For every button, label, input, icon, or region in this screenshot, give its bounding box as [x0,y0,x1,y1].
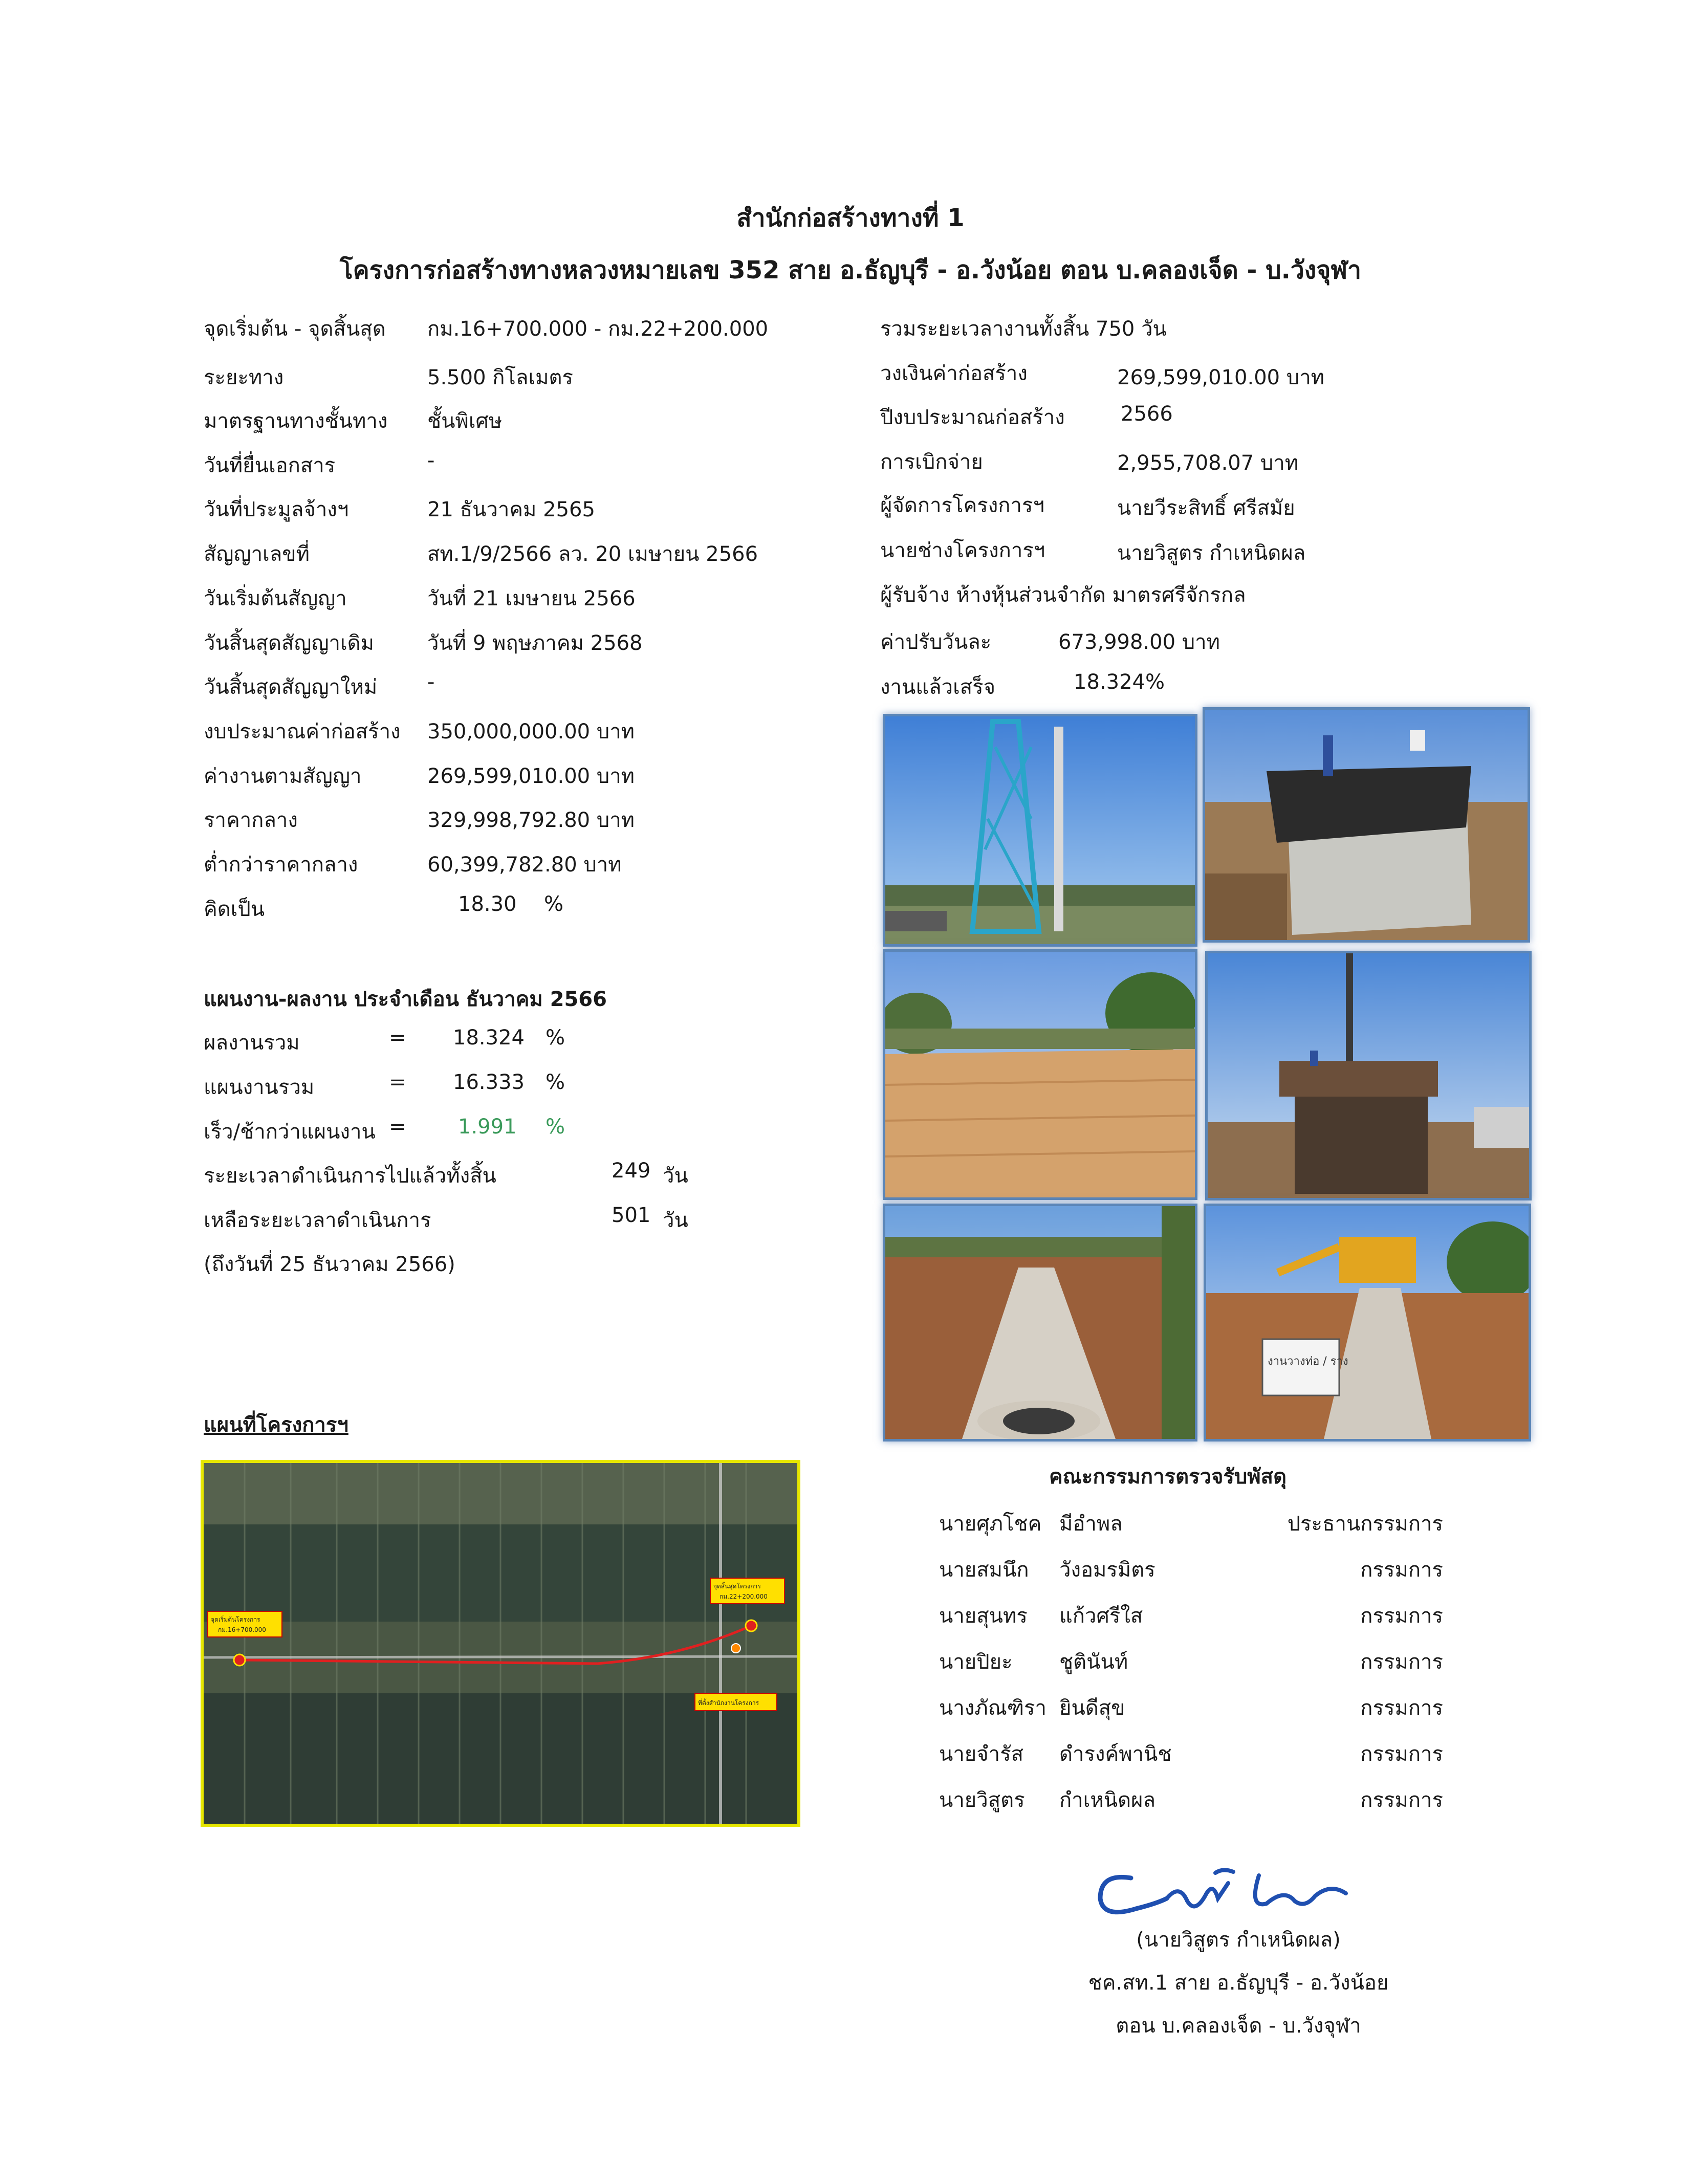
plan-unit: % [546,1071,565,1094]
info-unit: % [544,892,564,916]
info-label: นายช่างโครงการฯ [880,539,1045,562]
info-label: วันที่ประมูลจ้างฯ [204,498,349,521]
info-label: ราคากลาง [204,809,298,832]
plan-value: 18.324 [453,1026,525,1050]
info-value: 21 ธันวาคม 2565 [427,498,595,521]
member-first: นางภัณฑิรา [939,1696,1046,1720]
info-value: สท.1/9/2566 ลว. 20 เมษายน 2566 [427,542,758,566]
info-value: 329,998,792.80 บาท [427,809,635,832]
info-value: 2566 [1121,402,1173,426]
info-label: ค่างานตามสัญญา [204,765,362,788]
info-label: การเบิกจ่าย [880,450,983,474]
office-title: สำนักก่อสร้างทางที่ 1 [736,204,965,232]
map-end-label: จุดสิ้นสุดโครงการ [713,1583,761,1590]
member-last: มีอำพล [1059,1512,1123,1536]
elapsed-label: ระยะเวลาดำเนินการไปแล้วทั้งสิ้น [204,1164,496,1188]
plan-value: 1.991 [458,1115,517,1139]
info-label: วันที่ยื่นเอกสาร [204,454,336,477]
plan-unit: % [546,1115,565,1139]
info-value: - [427,449,435,472]
plan-value: 16.333 [453,1071,525,1094]
remaining-value: 501 [612,1204,651,1227]
fine-value: 673,998.00 บาท [1058,630,1220,654]
map-start-km: กม.16+700.000 [218,1626,266,1633]
member-role: กรรมการ [1360,1696,1443,1720]
info-label: ปีงบประมาณก่อสร้าง [880,406,1065,429]
member-role: ประธานกรรมการ [1287,1512,1443,1536]
member-role: กรรมการ [1360,1742,1443,1766]
photo-pier-construction [1205,951,1532,1200]
member-first: นายศุภโชค [939,1512,1042,1536]
member-last: ดำรงค์พานิช [1059,1742,1172,1766]
photo-earthwork-road [883,949,1197,1200]
member-role: กรรมการ [1360,1788,1443,1812]
member-first: นายสมนึก [939,1558,1029,1582]
info-label: ต่ำกว่าราคากลาง [204,853,358,877]
info-label: วันสิ้นสุดสัญญาใหม่ [204,675,378,699]
map-title: แผนที่โครงการฯ [204,1413,348,1437]
photo-sign-text: งานวางท่อ / ราง [1268,1355,1348,1368]
member-last: วังอมรมิตร [1059,1558,1155,1582]
done-label: งานแล้วเสร็จ [880,675,996,699]
info-label: สัญญาเลขที่ [204,542,310,566]
info-value: 5.500 กิโลเมตร [427,366,573,389]
info-label: มาตรฐานทางชั้นทาง [204,409,388,433]
day-unit: วัน [663,1164,688,1188]
committee-title: คณะกรรมการตรวจรับพัสดุ [1049,1465,1287,1489]
remaining-label: เหลือระยะเวลาดำเนินการ [204,1209,431,1232]
info-label: วันสิ้นสุดสัญญาเดิม [204,631,375,655]
info-label: ผู้จัดการโครงการฯ [880,494,1044,517]
photo-drilling-rig [883,714,1197,947]
info-label: จุดเริ่มต้น - จุดสิ้นสุด [204,317,386,341]
photo-bridge-formwork [1203,707,1530,943]
info-label: งบประมาณค่าก่อสร้าง [204,720,401,744]
plan-label: เร็ว/ช้ากว่าแผนงาน [204,1120,376,1144]
info-label: วงเงินค่าก่อสร้าง [880,362,1028,385]
info-value: 18.30 [458,892,517,916]
done-value: 18.324% [1074,670,1165,694]
info-value: นายวีระสิทธิ์ ศรีสมัย [1117,496,1295,520]
plan-title: แผนงาน-ผลงาน ประจำเดือน ธันวาคม 2566 [204,988,607,1011]
info-label: ระยะทาง [204,366,284,389]
project-title: โครงการก่อสร้างทางหลวงหมายเลข 352 สาย อ.ธัญบุรี - อ.วังน้อย ตอน บ.คลองเจ็ด - บ.วังจุฬา [339,256,1362,285]
member-last: กำเหนิดผล [1059,1788,1155,1812]
plan-label: แผนงานรวม [204,1076,315,1099]
info-value: 269,599,010.00 บาท [427,765,635,788]
info-label: วันเริ่มต้นสัญญา [204,587,347,610]
map-start-label: จุดเริ่มต้นโครงการ [211,1616,260,1623]
info-label: คิดเป็น [204,898,265,921]
fine-label: ค่าปรับวันละ [880,630,992,654]
info-value: วันที่ 9 พฤษภาคม 2568 [427,631,643,655]
plan-label: ผลงานรวม [204,1031,300,1055]
member-first: นายจำรัส [939,1742,1024,1766]
info-value: นายวิสูตร กำเหนิดผล [1117,541,1306,565]
photo-pipe-laying [883,1204,1197,1442]
photo-excavator-pipe [1204,1204,1531,1442]
signature-image [1090,1852,1356,1934]
info-value: 269,599,010.00 บาท [1117,366,1325,389]
asof-date: (ถึงวันที่ 25 ธันวาคม 2566) [204,1253,455,1276]
member-last: แก้วศรีใส [1059,1604,1143,1628]
project-map [201,1460,800,1827]
contractor: ผู้รับจ้าง ห้างหุ้นส่วนจำกัด มาตรศรีจักรกล [880,583,1246,607]
map-office-label: ที่ตั้งสำนักงานโครงการ [698,1699,759,1707]
member-last: ชูตินันท์ [1059,1650,1128,1674]
total-duration: รวมระยะเวลางานทั้งสิ้น 750 วัน [880,317,1167,341]
info-value: 2,955,708.07 บาท [1117,451,1299,475]
info-value: ชั้นพิเศษ [427,409,503,433]
member-last: ยินดีสุข [1059,1696,1125,1720]
member-first: นายสุนทร [939,1604,1028,1628]
elapsed-value: 249 [612,1159,651,1183]
info-value: วันที่ 21 เมษายน 2566 [427,587,636,610]
member-role: กรรมการ [1360,1604,1443,1628]
signer-name: (นายวิสูตร กำเหนิดผล) [1136,1928,1341,1952]
day-unit: วัน [663,1209,688,1232]
member-first: นายวิสูตร [939,1788,1025,1812]
plan-eq: = [389,1071,406,1094]
info-value: - [427,670,435,694]
member-role: กรรมการ [1360,1558,1443,1582]
info-value: 60,399,782.80 บาท [427,853,622,877]
member-first: นายปิยะ [939,1650,1013,1674]
signer-position-2: ตอน บ.คลองเจ็ด - บ.วังจุฬา [1116,2014,1361,2038]
info-value: กม.16+700.000 - กม.22+200.000 [427,317,769,341]
member-role: กรรมการ [1360,1650,1443,1674]
plan-unit: % [546,1026,565,1050]
plan-eq: = [389,1026,406,1050]
map-end-km: กม.22+200.000 [719,1593,768,1600]
info-value: 350,000,000.00 บาท [427,720,635,744]
signer-position-1: ชค.สท.1 สาย อ.ธัญบุรี - อ.วังน้อย [1088,1971,1389,1995]
plan-eq: = [389,1115,406,1139]
